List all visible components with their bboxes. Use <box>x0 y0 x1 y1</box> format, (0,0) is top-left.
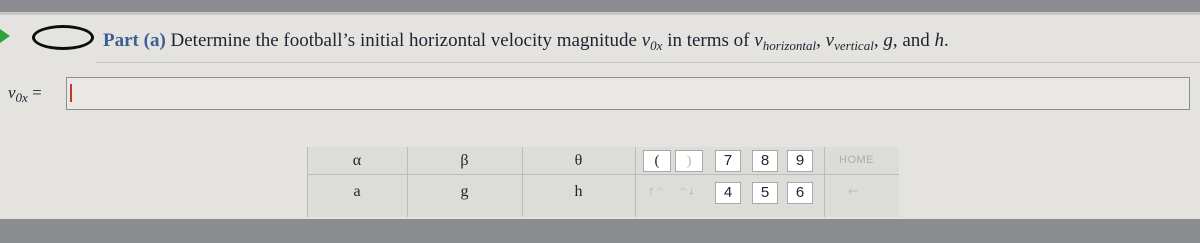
backspace-icon[interactable]: ← <box>848 184 859 198</box>
var-h: h <box>934 30 945 51</box>
question-divider <box>96 62 1200 63</box>
top-divider <box>0 12 1200 15</box>
key-g[interactable]: g <box>460 183 469 200</box>
symbol-keypad <box>307 147 899 217</box>
key-a[interactable]: a <box>353 183 361 200</box>
key-beta[interactable]: β <box>460 152 469 169</box>
key-6[interactable]: 6 <box>787 182 813 204</box>
key-7[interactable]: 7 <box>715 150 741 172</box>
question-and: and <box>902 30 930 51</box>
keypad-divider <box>824 147 825 217</box>
play-icon[interactable] <box>0 29 10 43</box>
top-bar <box>0 0 1200 12</box>
key-alpha[interactable]: α <box>352 152 362 169</box>
question-text: Part (a) Determine the football’s initial horizontal velocity magnitude $v_{0x}$ in terms of $v_{horizontal}$, $v_{vertical}$, g, and h. <box>103 30 949 53</box>
key-h[interactable]: h <box>574 183 583 200</box>
answer-label: $v_{0x}$ = <box>8 83 42 105</box>
bottom-bar <box>0 219 1200 243</box>
text-caret <box>70 84 72 102</box>
home-button[interactable]: HOME <box>839 154 874 166</box>
keypad-divider <box>307 174 899 175</box>
var-g: g <box>883 30 893 51</box>
key-5[interactable]: 5 <box>752 182 778 204</box>
answer-input[interactable] <box>66 77 1190 110</box>
var-v0x: $v_{0x}$ <box>641 30 663 53</box>
keypad-divider <box>635 147 636 217</box>
var-vhorizontal: $v_{horizontal}$ <box>754 30 817 53</box>
question-interms: in terms of <box>667 30 750 51</box>
key-4[interactable]: 4 <box>715 182 741 204</box>
part-label: Part (a) <box>103 30 166 51</box>
key-8[interactable]: 8 <box>752 150 778 172</box>
key-9[interactable]: 9 <box>787 150 813 172</box>
key-arrow-down[interactable]: ^↓ <box>679 187 696 198</box>
var-vvertical: $v_{vertical}$ <box>825 30 874 53</box>
key-open-paren[interactable]: ( <box>643 150 671 172</box>
key-close-paren[interactable]: ) <box>675 150 703 172</box>
oval-icon <box>32 25 94 50</box>
key-arrow-up[interactable]: ↑^ <box>647 187 664 198</box>
key-theta[interactable]: θ <box>574 152 583 169</box>
question-body: Determine the football’s initial horizontal velocity magnitude <box>170 30 637 51</box>
